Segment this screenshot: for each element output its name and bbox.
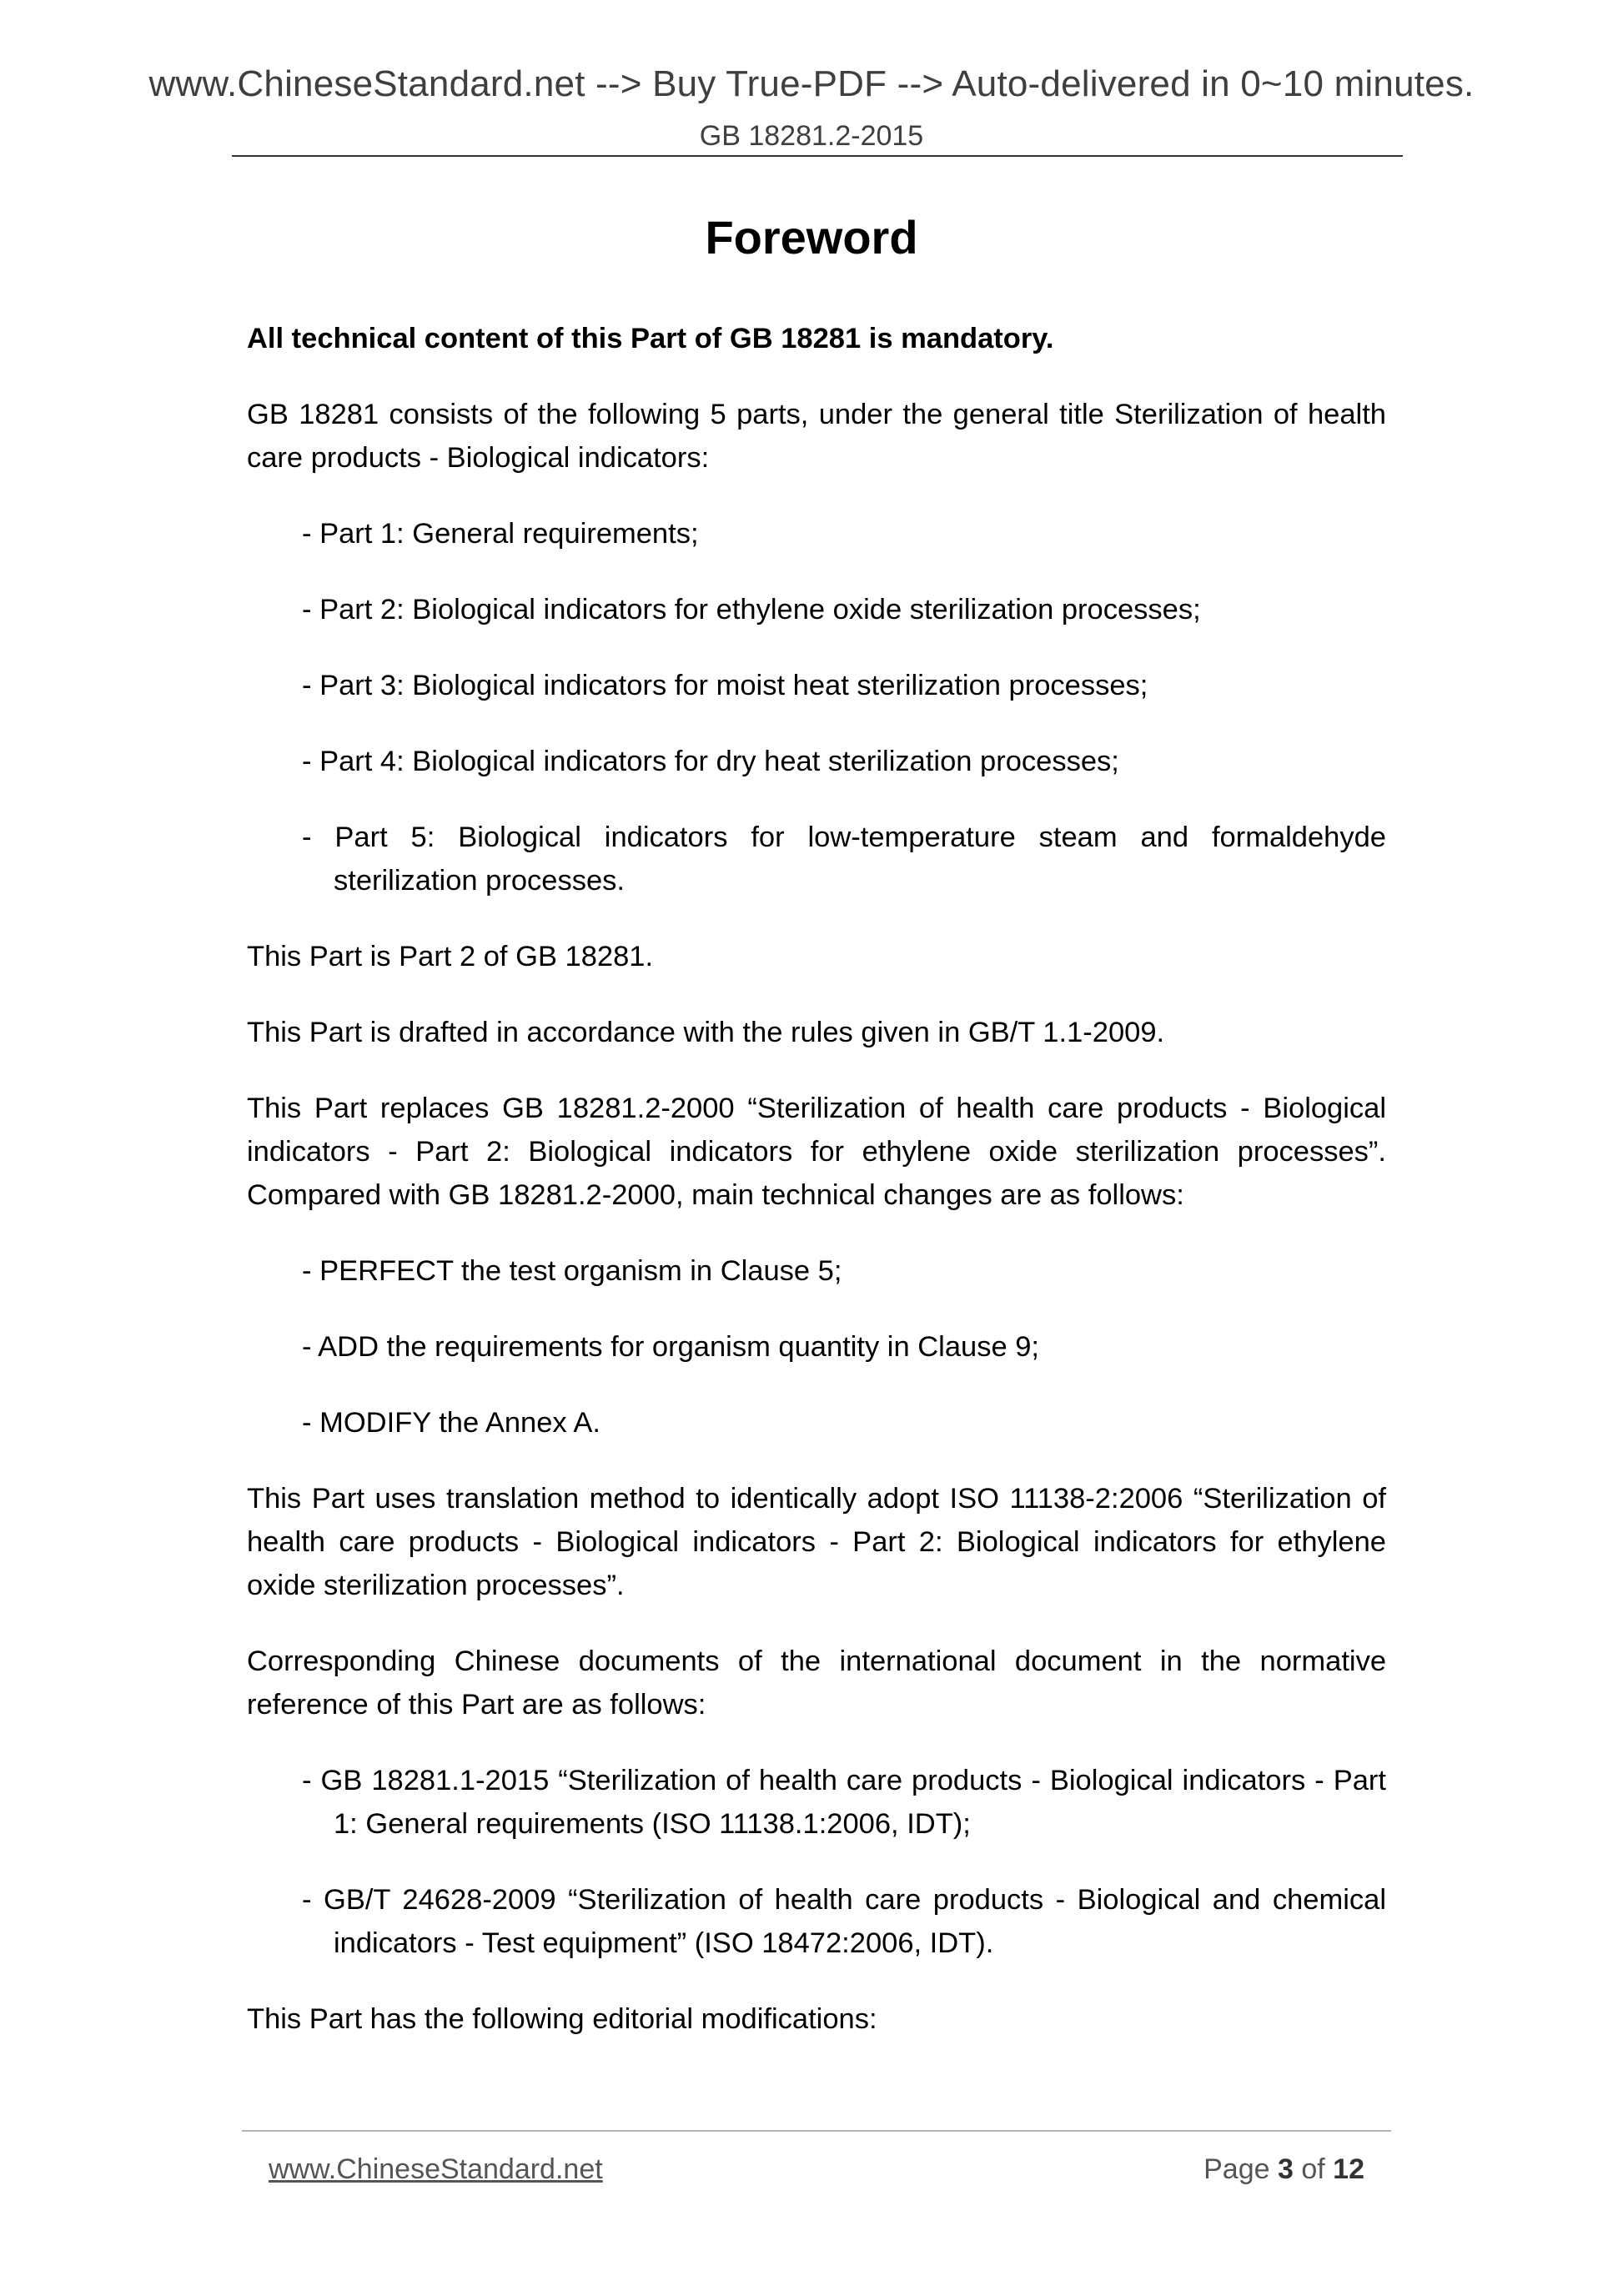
part-list-item: - Part 1: General requirements; [302,518,699,550]
drafting-rules-paragraph: This Part is drafted in accordance with the rules given in GB/T 1.1-2009. [247,1017,1165,1048]
page-of: of [1301,2153,1325,2185]
page-title: Foreword [705,211,918,264]
header-divider [232,155,1403,157]
corresponding-doc-item: - GB 18281.1-2015 “Sterilization of health care products - Biological indicators - Part 1: General requirements (ISO 11138.1:2006, IDT); [302,1765,1386,1840]
part-list-item: - Part 2: Biological indicators for ethylene oxide sterilization processes; [302,594,1201,625]
part-list-item: - Part 4: Biological indicators for dry heat sterilization processes; [302,746,1119,777]
footer-website-link[interactable]: www.ChineseStandard.net [269,2153,603,2185]
change-list-item: - PERFECT the test organism in Clause 5; [302,1255,842,1287]
editorial-intro-paragraph: This Part has the following editorial modifications: [247,2003,877,2035]
footer-divider [242,2130,1391,2132]
document-code: GB 18281.2-2015 [699,120,924,152]
part-list-item: - Part 5: Biological indicators for low-temperature steam and formaldehyde sterilization processes. [302,821,1386,897]
page-indicator [1203,2153,1364,2186]
change-list-item: - ADD the requirements for organism quantity in Clause 9; [302,1331,1039,1363]
mandatory-note: All technical content of this Part of GB 18281 is mandatory. [247,323,1054,354]
page-current: 3 [1277,2153,1294,2185]
adoption-paragraph: This Part uses translation method to identically adopt ISO 11138-2:2006 “Sterilization of health care products - Biological indicators - Part 2: Biological indicators for ethylene oxide sterilization processes”. [247,1483,1386,1601]
page-total: 12 [1333,2153,1364,2185]
page-label: Page [1203,2153,1270,2185]
replaces-paragraph: This Part replaces GB 18281.2-2000 “Sterilization of health care products - Biological indicators - Part 2: Biological indicators for ethylene oxide sterilization processes”. Compared with GB 18281.2-2000, main technical changes are as follows: [247,1093,1386,1211]
corresponding-intro-paragraph: Corresponding Chinese documents of the international document in the normative reference of this Part are as follows: [247,1645,1386,1721]
document-body [247,317,1386,2073]
top-banner: www.ChineseStandard.net --> Buy True-PDF --> Auto-delivered in 0~10 minutes. [148,63,1475,104]
change-list-item: - MODIFY the Annex A. [302,1407,600,1439]
intro-paragraph: GB 18281 consists of the following 5 parts, under the general title Sterilization of health care products - Biological indicators: [247,399,1386,474]
part-statement: This Part is Part 2 of GB 18281. [247,941,654,972]
corresponding-doc-item: - GB/T 24628-2009 “Sterilization of health care products - Biological and chemical indicators - Test equipment” (ISO 18472:2006, IDT). [302,1884,1386,1959]
part-list-item: - Part 3: Biological indicators for moist heat sterilization processes; [302,670,1148,701]
